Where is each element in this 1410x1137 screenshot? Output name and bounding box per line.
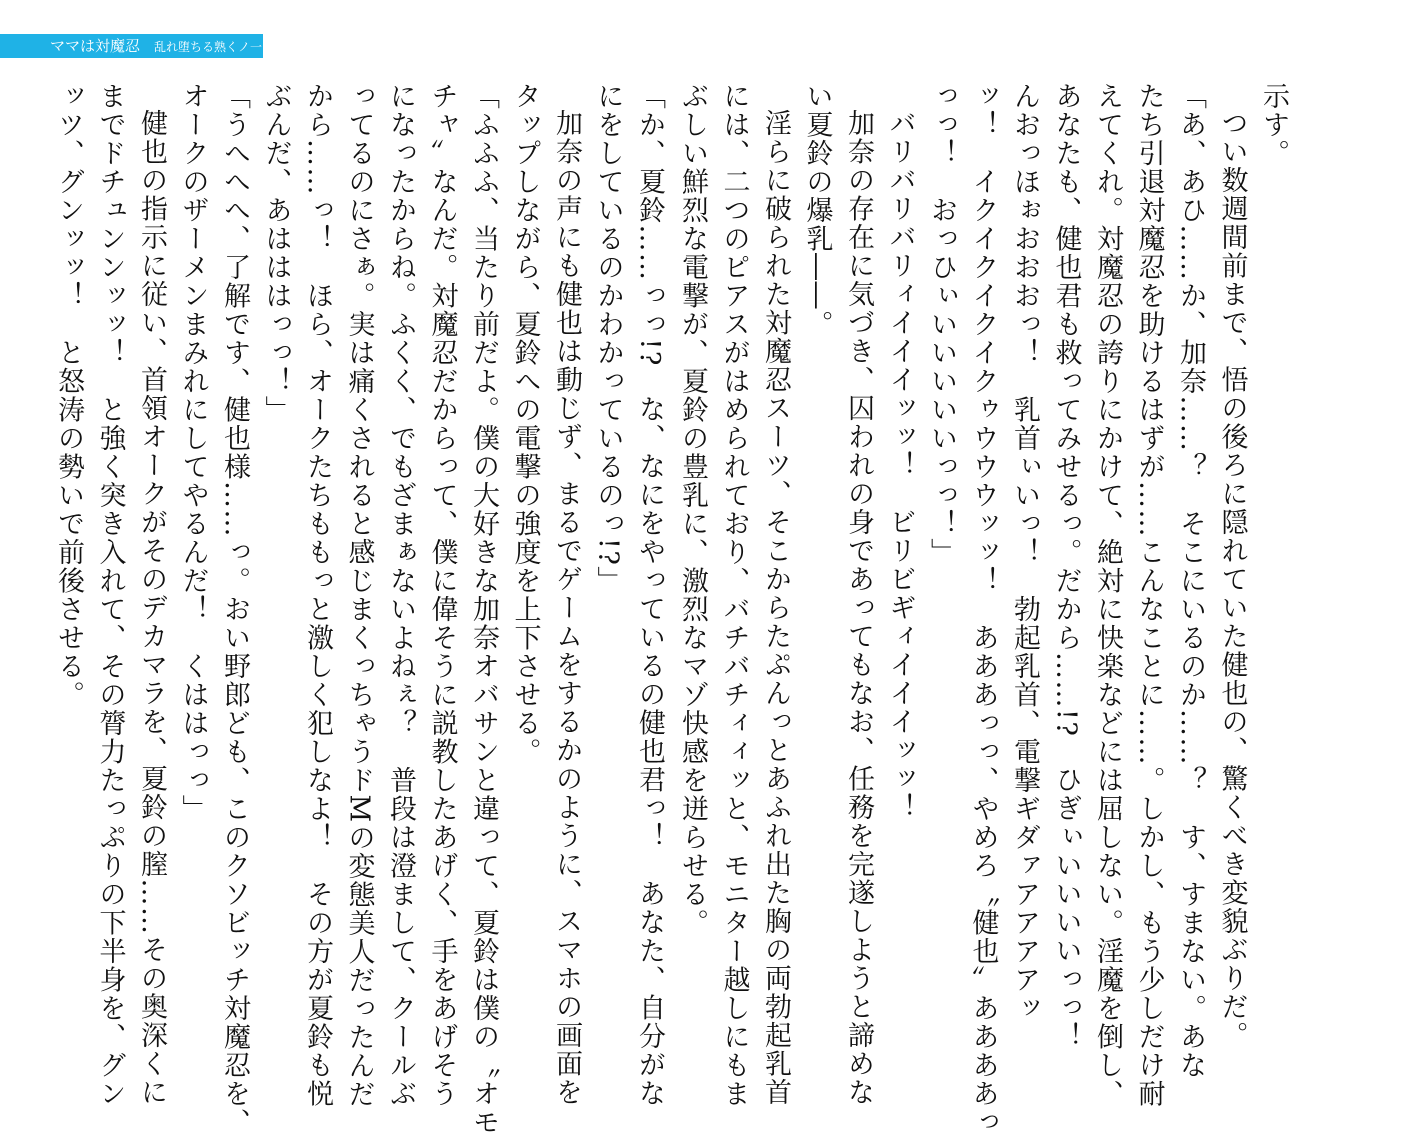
text-column: までドチュンンッッ！ と強く突き入れて、その膂力たっぷりの下半身を、グン xyxy=(94,82,126,1108)
text-column: たち引退対魔忍を助けるはずが……こんなことに……。しかし、もう少しだけ耐 xyxy=(1133,82,1165,1108)
text-column: バリバリバリィイイイッッ！ ビリビギィイイイッッ！ xyxy=(884,109,916,822)
right-page-text xyxy=(677,82,1294,1137)
text-column: タップしながら、夏鈴への電撃の強度を上下させる。 xyxy=(509,82,541,766)
text-column: 加奈の声にも健也は動じず、まるでゲームをするかのように、スマホの画面を xyxy=(551,109,582,1107)
text-column: 「か、夏鈴……っっ!? な、なにをやっているの健也君っ！ あなた、自分がな xyxy=(634,82,665,1108)
text-column: ぶんだ、あはははっっ！」 xyxy=(260,82,292,424)
text-column: にをしているのかわかっているのっ!?」 xyxy=(592,82,624,595)
text-column: ッツ、グンッッ！ と怒涛の勢いで前後させる。 xyxy=(53,82,84,709)
text-column: つい数週間前まで、悟の後ろに隠れていた健也の、驚くべき変貌ぶりだ。 xyxy=(1216,109,1248,1050)
text-column: い夏鈴の爆乳――。 xyxy=(801,82,833,339)
text-column: ぶしい鮮烈な電撃が、夏鈴の豊乳に、激烈なマゾ快感を迸らせる。 xyxy=(677,82,708,937)
text-column: オークのザーメンまみれにしてやるんだ！ くははっっ」 xyxy=(177,82,209,823)
text-column: には、二つのピアスがはめられており、バチバチィィッと、モニター越しにもま xyxy=(718,82,750,1108)
text-column: 示す。 xyxy=(1258,82,1289,168)
text-column: から……っ！ ほら、オークたちももっと激しく犯しなよ！ その方が夏鈴も悦 xyxy=(302,82,333,1108)
text-column: えてくれ。対魔忍の誇りにかけて、絶対に快楽などには屈しない。淫魔を倒し、 xyxy=(1092,82,1123,1108)
text-column: 健也の指示に従い、首領オークがそのデカマラを、夏鈴の膣……その奥深くに xyxy=(136,109,167,1107)
text-column: っっ！ おっひぃいいいいいっっ！」 xyxy=(926,82,957,567)
text-column: あなたも、健也君も救ってみせるっ。だから……!? ひぎぃいいいいっっ！ xyxy=(1050,82,1082,1051)
book-subtitle: 乱れ堕ちる熟くノ一 xyxy=(154,40,263,54)
header-band xyxy=(0,34,263,58)
book-title: ママは対魔忍 xyxy=(50,37,141,55)
left-page-text xyxy=(38,82,670,1137)
text-column: ってるのにさぁ。実は痛くされると感じまくっちゃうドMの変態美人だったんだ xyxy=(343,82,375,1109)
text-column: 「ふふふ、当たり前だよ。僕の大好きな加奈オバサンと違って、夏鈴は僕の〝オモ xyxy=(468,82,499,1137)
text-column: 「うへへへ、了解です、健也様……っ。おい野郎ども、このクソビッチ対魔忍を、 xyxy=(219,82,250,1137)
text-column: 淫らに破られた対魔忍スーツ、そこからたぷんっとあふれ出た胸の両勃起乳首 xyxy=(760,109,791,1107)
text-column: になったからね。ふくく、でもざまぁないよねぇ？ 普段は澄まして、クールぶ xyxy=(385,82,416,1108)
text-column: ッ！ イクイクイクイクゥウウウッッ！ あああっっ、やめろ〝健也〟ああああっ xyxy=(967,82,999,1137)
text-column: 加奈の存在に気づき、囚われの身であってもなお、任務を完遂しようと諦めな xyxy=(843,109,874,1107)
text-column: 「あ、あひ……か、加奈……？ そこにいるのか……？ す、すまない。あな xyxy=(1175,82,1206,1080)
text-column: んおっほぉおおおっ！ 乳首ぃいっ！ 勃起乳首、電撃ギダァアアアアッ xyxy=(1009,82,1040,1023)
text-column: チャ〟なんだ。対魔忍だからって、僕に偉そうに説教したあげく、手をあげそう xyxy=(426,82,458,1108)
